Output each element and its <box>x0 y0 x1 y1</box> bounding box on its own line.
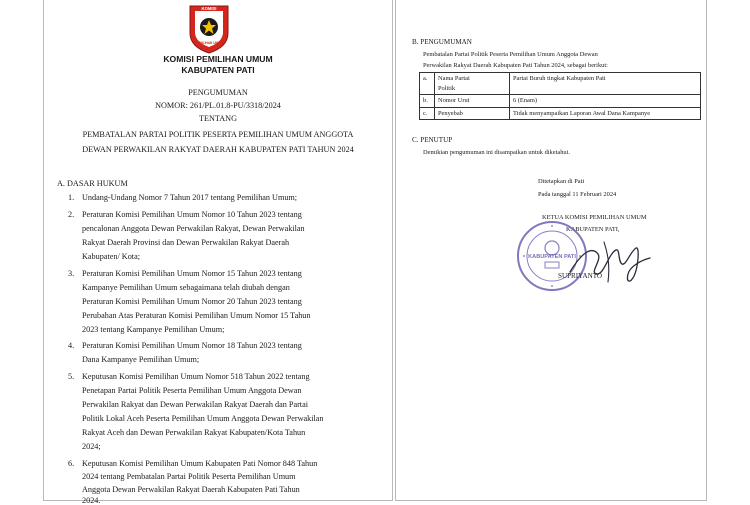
closing-text: Demikian pengumuman ini disampaikan untuk diketahui. <box>423 149 570 156</box>
legal-item-line: Peraturan Komisi Pemilihan Umum Nomor 20 Tahun 2023 tentang <box>82 297 302 306</box>
legal-item-line: Penetapan Partai Politik Peserta Pemilihan Umum Anggota Dewan <box>82 386 302 395</box>
page-right <box>396 0 706 500</box>
legal-item-number: 6. <box>68 459 75 468</box>
table-cell-label: Nomor Urut <box>435 95 510 108</box>
legal-item-line: Undang-Undang Nomor 7 Tahun 2017 tentang Pemilihan Umum; <box>82 193 298 202</box>
legal-item-line: Peraturan Komisi Pemilihan Umum Nomor 10 Tahun 2023 tentang <box>82 210 302 219</box>
section-a-title: A. DASAR HUKUM <box>57 179 128 188</box>
institution-region: KABUPATEN PATI <box>181 65 255 75</box>
table-row <box>420 95 701 108</box>
section-b-intro-1: Pembatalan Partai Politik Peserta Pemilihan Umum Anggota Dewan <box>423 51 598 58</box>
section-b-intro-2: Perwakilan Rakyat Daerah Kabupaten Pati Tahun 2024, sebagai berikut: <box>423 62 608 69</box>
table-cell-value: 6 (Enam) <box>510 95 701 108</box>
table-cell-letter: c. <box>420 107 435 120</box>
table-row <box>420 73 701 95</box>
section-c-title: C. PENUTUP <box>412 136 453 144</box>
legal-item-line: Kampanye Pemilihan Umum sebagaimana telah diubah dengan <box>82 283 290 292</box>
legal-item-line: Perwakilan Rakyat dan Dewan Perwakilan Rakyat Daerah dan Partai <box>82 400 308 409</box>
legal-item-line: Peraturan Komisi Pemilihan Umum Nomor 18 Tahun 2023 tentang <box>82 341 302 350</box>
legal-item-line: pencalonan Anggota Dewan Perwakilan Rakyat, Dewan Perwakilan <box>82 224 305 233</box>
signatory-name: SUPRIYANTO <box>558 272 603 280</box>
legal-item-line: Anggota Dewan Perwakilan Rakyat Daerah Kabupaten Pati Tahun <box>82 485 300 494</box>
legal-item-number: 5. <box>68 372 75 381</box>
institution-name: KOMISI PEMILIHAN UMUM <box>163 54 273 64</box>
date: Pada tanggal 11 Februari 2024 <box>538 191 617 198</box>
legal-item-line: Keputusan Komisi Pemilihan Umum Kabupaten Pati Nomor 848 Tahun <box>82 459 318 468</box>
table-cell-label: Penyebab <box>435 107 510 120</box>
legal-item-line: Politik Lokal Aceh Peserta Pemilihan Umum Anggota Dewan Perwakilan <box>82 414 324 423</box>
section-b-title: B. PENGUMUMAN <box>412 38 472 46</box>
legal-item-line: Peraturan Komisi Pemilihan Umum Nomor 15 Tahun 2023 tentang <box>82 269 302 278</box>
legal-item-line: Perubahan Atas Peraturan Komisi Pemilihan Umum Nomor 15 Tahun <box>82 311 311 320</box>
table-label-line: Politik <box>438 84 456 92</box>
legal-item-line: 2024; <box>82 442 101 451</box>
legal-item-line: 2024 tentang Pembatalan Partai Politik Peserta Pemilihan Umum <box>82 472 296 481</box>
legal-item-line: 2023 tentang Kampanye Pemilihan Umum; <box>82 325 225 334</box>
legal-item-number: 4. <box>68 341 75 350</box>
signatory-title-2: KABUPATEN PATI, <box>566 226 620 233</box>
legal-item-line: Rakyat Daerah Provinsi dan Dewan Perwakilan Rakyat Daerah <box>82 238 290 247</box>
kpu-logo-icon <box>186 3 232 55</box>
legal-item-line: Keputusan Komisi Pemilihan Umum Nomor 518 Tahun 2022 tentang <box>82 372 310 381</box>
doc-number: NOMOR: 261/PL.01.8-PU/3318/2024 <box>155 101 281 110</box>
table-label-line: Nama Partai <box>438 75 470 82</box>
logo-top-text: KOMISI <box>201 6 217 12</box>
subject-line-2: DEWAN PERWAKILAN RAKYAT DAERAH KABUPATEN PATI TAHUN 2024 <box>82 145 354 154</box>
about-label: TENTANG <box>199 114 237 123</box>
legal-item-number: 1. <box>68 193 75 202</box>
logo-bottom-text: PEMILIHAN UMUM <box>194 41 224 45</box>
signature-icon <box>564 232 654 292</box>
legal-item-number: 2. <box>68 210 75 219</box>
subject-line-1: PEMBATALAN PARTAI POLITIK PESERTA PEMILIHAN UMUM ANGGOTA <box>82 130 354 139</box>
legal-item-line: Dana Kampanye Pemilihan Umum; <box>82 355 200 364</box>
legal-item-line: 2024. <box>82 496 101 505</box>
legal-item-line: Kabupaten/ Kota; <box>82 252 140 261</box>
table-cell-value: Tidak menyampaikan Laporan Awal Dana Kampanye <box>510 107 701 120</box>
stamp-center-text: KABUPATEN PATI <box>528 254 576 260</box>
table-cell-letter: b. <box>420 95 435 108</box>
table-cell-label <box>435 73 510 95</box>
announcement-table <box>419 72 701 120</box>
table-cell-letter: a. <box>420 73 435 95</box>
legal-item-number: 3. <box>68 269 75 278</box>
page-left <box>44 0 392 505</box>
table-cell-value: Partai Buruh tingkat Kabupaten Pati <box>510 73 701 95</box>
legal-item-line: Rakyat Aceh dan Dewan Perwakilan Rakyat Kabupaten/Kota Tahun <box>82 428 306 437</box>
table-row <box>420 107 701 120</box>
doc-type: PENGUMUMAN <box>188 88 248 97</box>
signatory-title-1: KETUA KOMISI PEMILIHAN UMUM <box>542 214 647 221</box>
place: Ditetapkan di Pati <box>538 178 585 185</box>
